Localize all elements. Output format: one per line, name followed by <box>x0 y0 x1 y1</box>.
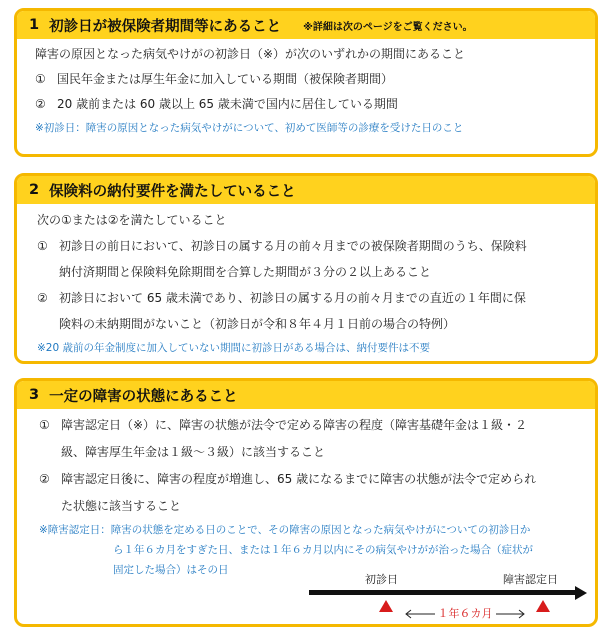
section-1-body <box>17 39 595 139</box>
section-1-item-1 <box>35 67 585 92</box>
item-mark: ① <box>35 72 46 86</box>
item-mark: ② <box>35 97 46 111</box>
timeline-bar <box>309 590 577 595</box>
end-marker-icon <box>536 600 550 612</box>
section-3-number: 3 <box>29 387 40 403</box>
timeline-span-label: １年６カ月 <box>435 607 496 620</box>
section-3-header <box>17 381 595 409</box>
section-1-header-note: ※詳細は次のページをご覧ください。 <box>303 21 473 33</box>
section-3-item-2-line-2: た状態に該当すること <box>61 499 182 513</box>
section-1-intro: 障害の原因となった病気やけがの初診日（※）が次のいずれかの期間にあること <box>35 47 466 61</box>
start-marker-icon <box>379 600 393 612</box>
section-1-number: 1 <box>29 17 40 33</box>
section-3-footnote-line-3: 固定した場合）はその日 <box>113 564 229 576</box>
section-3-body <box>17 409 595 580</box>
section-2-number: 2 <box>29 182 40 198</box>
section-1-footnote: ※初診日：障害の原因となった病気やけがについて、初めて医師等の診療を受けた日のこと <box>35 122 464 134</box>
section-3-footnote-line-2: ら１年６カ月をすぎた日、または１年６カ月以内にその病気やけがが治った場合（症状が <box>113 544 533 556</box>
item-text: 20 歳前または 60 歳以上 65 歳未満で国内に居住している期間 <box>57 97 398 111</box>
section-2-body <box>17 204 595 359</box>
section-1-item-2 <box>35 92 585 117</box>
section-1-title: 初診日が被保険者期間等にあること <box>49 18 282 35</box>
section-3-footnote-line-1: ※障害認定日：障害の状態を定める日のことで、その障害の原因となった病気やけがについての初診日か <box>39 524 531 536</box>
item-mark: ① <box>37 239 48 253</box>
section-1-box <box>14 8 598 157</box>
item-mark: ② <box>37 291 48 305</box>
section-2-footnote: ※20 歳前の年金制度に加入していない期間に初診日がある場合は、納付要件は不要 <box>37 342 430 354</box>
item-text: 障害認定日後に、障害の程度が増進し、65 歳になるまでに障害の状態が法令で定められ <box>61 472 537 486</box>
timeline-arrow-icon <box>575 586 587 600</box>
item-text: 初診日において 65 歳未満であり、初診日の属する月の前々月までの直近の１年間に保 <box>59 291 526 305</box>
section-2-header <box>17 176 595 204</box>
section-3-title: 一定の障害の状態にあること <box>49 388 238 405</box>
section-2-box <box>14 173 598 364</box>
section-2-intro: 次の①または②を満たしていること <box>37 213 227 227</box>
item-mark: ① <box>39 418 50 432</box>
section-3-box <box>14 378 598 627</box>
section-2-title: 保険料の納付要件を満たしていること <box>49 183 296 200</box>
timeline-end-label: 障害認定日 <box>503 573 558 586</box>
item-text: 障害認定日（※）に、障害の状態が法令で定める障害の程度（障害基礎年金は１級・２ <box>61 418 528 432</box>
section-2-item-2-line-2: 険料の未納期間がないこと（初診日が令和８年４月１日前の場合の特例） <box>59 317 456 331</box>
section-1-header <box>17 11 595 39</box>
section-3-item-2-line-1 <box>39 466 585 493</box>
item-text: 初診日の前日において、初診日の属する月の前々月までの被保険者期間のうち、保険料 <box>59 239 527 253</box>
item-mark: ② <box>39 472 50 486</box>
section-3-item-1-line-1 <box>39 412 585 439</box>
section-3-item-1-line-2: 級、障害厚生年金は１級～３級）に該当すること <box>61 445 326 459</box>
section-2-item-2-line-1 <box>37 285 585 311</box>
section-2-item-1-line-2: 納付済期間と保険料免除期間を合算した期間が３分の２以上あること <box>59 265 432 279</box>
item-text: 国民年金または厚生年金に加入している期間（被保険者期間） <box>57 72 394 86</box>
timeline-start-label: 初診日 <box>365 573 398 586</box>
section-2-item-1-line-1 <box>37 233 585 259</box>
timeline-span <box>403 607 527 621</box>
timeline-diagram <box>307 571 597 626</box>
